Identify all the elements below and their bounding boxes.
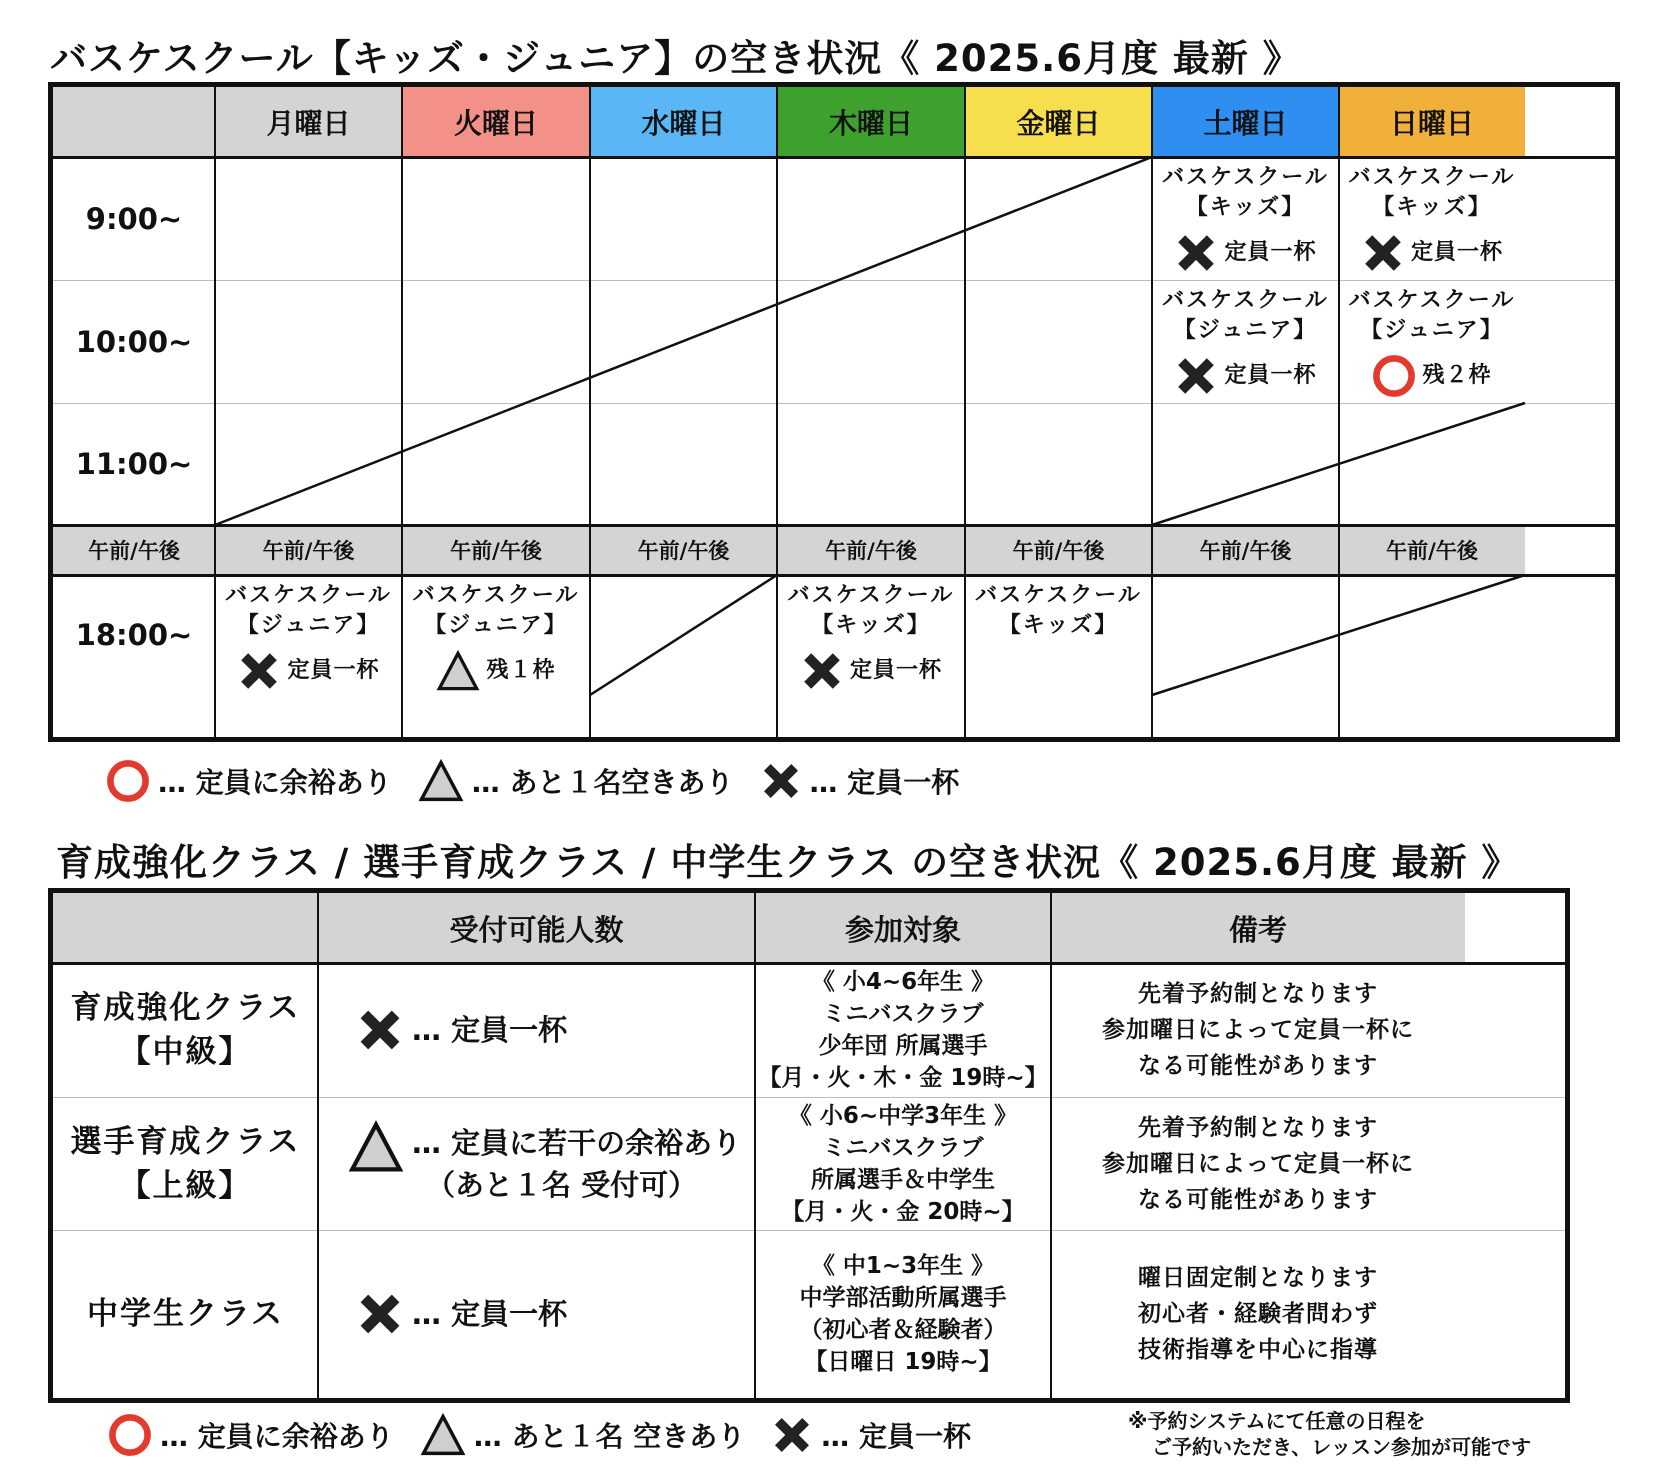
cross-icon <box>1174 231 1218 275</box>
slot-status <box>1339 231 1525 275</box>
legend-circle <box>106 759 392 803</box>
day-header-sat: 土曜日 <box>1152 87 1339 157</box>
capacity-cell <box>318 1230 755 1398</box>
note-line: 参加曜日によって定員一杯に <box>1102 1150 1414 1177</box>
slot-name: バスケスクール <box>412 583 580 608</box>
cross-icon <box>356 1006 404 1054</box>
day-header-tue: 火曜日 <box>402 87 590 157</box>
target-line: 【月・火・木・金 19時~】 <box>758 1065 1048 1091</box>
slot-name: バスケスクール <box>1162 288 1329 313</box>
circle-icon <box>1372 354 1416 398</box>
grid-line <box>53 962 1565 965</box>
schedule-legend <box>106 758 985 804</box>
slot-level: 【ジュニア】 <box>424 613 568 638</box>
legend-circle-text: … 定員に余裕あり <box>158 766 392 799</box>
slot-level: 【キッズ】 <box>811 613 931 638</box>
note-line: 初心者・経験者問わず <box>1138 1301 1378 1327</box>
legend-circle-text: … 定員に余裕あり <box>160 1420 394 1453</box>
slot-level: 【キッズ】 <box>1185 195 1306 220</box>
slot-status-text: 定員一杯 <box>849 658 942 683</box>
note-line: なる可能性があります <box>1138 1186 1378 1213</box>
class-slot-fri-18 <box>965 581 1152 641</box>
class-name-cell <box>53 1230 318 1398</box>
capacity-line: （あと１名 受付可） <box>426 1167 698 1202</box>
slot-level: 【キッズ】 <box>998 613 1119 638</box>
grid-line <box>317 893 319 1398</box>
time-label: 9:00~ <box>85 201 183 236</box>
slot-status <box>215 649 402 693</box>
day-header-mon: 月曜日 <box>215 87 402 157</box>
day-header-sun: 日曜日 <box>1339 87 1525 157</box>
ampm-label: 午前/午後 <box>1152 525 1339 575</box>
cross-icon <box>356 1290 404 1338</box>
legend-cross-text: … 定員一杯 <box>809 766 960 799</box>
slot-status <box>1152 354 1339 398</box>
footnote-line: ※予約システムにて任意の日程を <box>1128 1409 1426 1433</box>
note-line: 技術指導を中心に指導 <box>1138 1337 1378 1363</box>
capacity-text <box>412 1122 741 1206</box>
notes-cell <box>1051 1097 1465 1230</box>
header-blank <box>53 893 318 963</box>
cross-icon <box>1174 354 1218 398</box>
slot-status-text: 定員一杯 <box>1224 240 1317 265</box>
target-line: 所属選手＆中学生 <box>811 1166 995 1193</box>
capacity-cell <box>318 963 755 1097</box>
notes-cell <box>1051 1230 1465 1398</box>
cross-icon <box>800 649 844 693</box>
time-label: 10:00~ <box>75 324 193 359</box>
cross-icon <box>1361 231 1405 275</box>
grid-line <box>1050 893 1052 1398</box>
note-line: 先着予約制となります <box>1138 981 1378 1007</box>
class-name: 育成強化クラス <box>70 990 301 1026</box>
ampm-label: 午前/午後 <box>777 525 965 575</box>
ampm-label: 午前/午後 <box>965 525 1152 575</box>
target-line: 少年団 所属選手 <box>818 1033 988 1059</box>
slot-status-text: 定員一杯 <box>287 658 380 683</box>
target-cell <box>755 963 1051 1097</box>
capacity-line: … 定員一杯 <box>412 1297 568 1331</box>
legend-triangle-text: … あと１名空きあり <box>471 766 734 799</box>
note-line: 曜日固定制となります <box>1138 1265 1378 1291</box>
capacity-cell <box>318 1097 755 1230</box>
slot-status-text: 定員一杯 <box>1224 363 1317 388</box>
time-label: 18:00~ <box>75 618 193 652</box>
legend-cross <box>771 1414 971 1456</box>
target-line: 《 小4~6年生 》 <box>811 969 995 995</box>
slot-level: 【キッズ】 <box>1372 195 1492 220</box>
circle-icon <box>108 1413 152 1457</box>
class-name-cell <box>53 963 318 1097</box>
cross-icon <box>760 760 802 802</box>
class-slot-tue-18 <box>402 581 590 693</box>
class-slot-thu-18 <box>777 581 965 693</box>
capacity-line: … 定員一杯 <box>412 1013 568 1047</box>
ampm-label: 午前/午後 <box>215 525 402 575</box>
legend-triangle <box>420 1412 746 1458</box>
legend-triangle <box>418 758 734 804</box>
capacity-text <box>412 1009 567 1051</box>
target-line: 《 中1~3年生 》 <box>811 1253 995 1279</box>
slot-status <box>1339 354 1525 398</box>
ampm-label: 午前/午後 <box>590 525 777 575</box>
triangle-icon <box>348 1119 404 1175</box>
note-line: 参加曜日によって定員一杯に <box>1102 1017 1414 1043</box>
grid-line <box>53 1097 1565 1098</box>
slot-level: 【ジュニア】 <box>1360 318 1504 343</box>
class-slot-sat-9 <box>1152 163 1339 275</box>
diagonal-line <box>1152 403 1525 525</box>
day-header-fri: 金曜日 <box>965 87 1152 157</box>
capacity-line: … 定員に若干の余裕あり <box>412 1125 742 1160</box>
header-notes: 備考 <box>1051 893 1465 963</box>
footnote <box>1128 1408 1531 1460</box>
legend-triangle-text: … あと１名 空きあり <box>473 1420 746 1453</box>
target-line: 【月・火・金 20時~】 <box>781 1198 1025 1225</box>
slot-status-text: 定員一杯 <box>1410 240 1503 265</box>
class-name: 選手育成クラス <box>70 1123 301 1160</box>
slot-name: バスケスクール <box>225 583 392 608</box>
slot-name: バスケスクール <box>1348 165 1516 190</box>
slot-name: バスケスクール <box>1348 288 1516 313</box>
legend-circle <box>108 1413 394 1457</box>
day-header-wed: 水曜日 <box>590 87 777 157</box>
diagonal-line <box>215 157 1152 525</box>
diagonal-line <box>1152 575 1525 695</box>
header-capacity: 受付可能人数 <box>318 893 755 963</box>
slot-status <box>777 649 965 693</box>
grid-line <box>53 1230 1565 1231</box>
slot-status-text: 残２枠 <box>1422 363 1492 388</box>
schedule-table <box>48 82 1620 742</box>
target-line: ミニバスクラブ <box>822 1001 984 1027</box>
slot-name: バスケスクール <box>975 583 1142 608</box>
time-label: 11:00~ <box>75 447 193 481</box>
triangle-icon <box>420 1412 466 1458</box>
slot-status <box>1152 231 1339 275</box>
class-level: 【上級】 <box>119 1167 252 1204</box>
header-target: 参加対象 <box>755 893 1051 963</box>
day-header-thu: 木曜日 <box>777 87 965 157</box>
diagonal-line <box>590 575 777 695</box>
footnote-line: ご予約いただき、レッスン参加が可能です <box>1152 1435 1531 1459</box>
ampm-label: 午前/午後 <box>53 525 215 575</box>
slot-status-text: 残１枠 <box>486 658 556 683</box>
cross-icon <box>237 649 281 693</box>
ampm-label: 午前/午後 <box>1339 525 1525 575</box>
triangle-icon <box>418 758 464 804</box>
class-slot-sun-10 <box>1339 286 1525 398</box>
class-slot-mon-18 <box>215 581 402 693</box>
target-line: 中学部活動所属選手 <box>799 1285 1007 1311</box>
schedule-title: バスケスクール【キッズ・ジュニア】の空き状況《 2025.6月度 最新 》 <box>50 37 1301 80</box>
class-level: 【中級】 <box>119 1034 252 1070</box>
class-name: 中学生クラス <box>86 1296 285 1332</box>
class-name-cell <box>53 1097 318 1230</box>
grid-line <box>754 893 756 1398</box>
capacity-text <box>412 1293 567 1335</box>
class-slot-sat-10 <box>1152 286 1339 398</box>
ampm-label: 午前/午後 <box>402 525 590 575</box>
slot-status <box>402 649 590 693</box>
circle-icon <box>106 759 150 803</box>
slot-level: 【ジュニア】 <box>1173 318 1318 343</box>
classes-table <box>48 888 1570 1403</box>
slot-level: 【ジュニア】 <box>236 613 381 638</box>
triangle-icon <box>436 649 480 693</box>
target-line: ミニバスクラブ <box>822 1134 984 1161</box>
target-line: 【日曜日 19時~】 <box>804 1349 1002 1375</box>
classes-legend <box>108 1412 997 1458</box>
note-line: 先着予約制となります <box>1138 1114 1378 1141</box>
note-line: なる可能性があります <box>1138 1053 1378 1079</box>
target-line: 《 小6~中学3年生 》 <box>788 1102 1018 1129</box>
target-cell <box>755 1230 1051 1398</box>
legend-cross <box>760 760 960 802</box>
class-slot-sun-9 <box>1339 163 1525 275</box>
notes-cell <box>1051 963 1465 1097</box>
slot-name: バスケスクール <box>1162 165 1329 190</box>
slot-name: バスケスクール <box>787 583 955 608</box>
target-line: （初心者＆経験者） <box>799 1317 1007 1343</box>
classes-title: 育成強化クラス / 選手育成クラス / 中学生クラス の空き状況《 2025.6月度 最新 》 <box>56 841 1520 884</box>
target-cell <box>755 1097 1051 1230</box>
cross-icon <box>771 1414 813 1456</box>
legend-cross-text: … 定員一杯 <box>821 1420 971 1453</box>
